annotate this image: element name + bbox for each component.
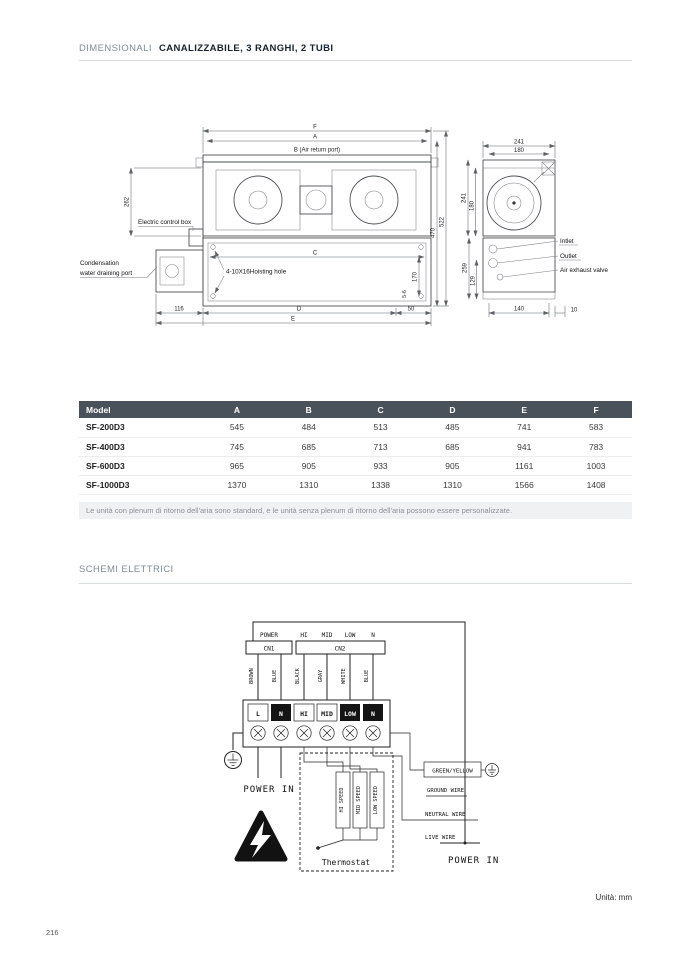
low-speed-label: LOW SPEED <box>373 785 379 815</box>
electrical-section-header <box>79 564 632 575</box>
hoisting-hole-label: 4-10X16Hoisting hole <box>226 268 287 276</box>
terminal-strip <box>243 700 390 747</box>
model-cell: SF-1000D3 <box>79 475 201 494</box>
dim-A: A <box>312 134 318 141</box>
dim-116: 116 <box>174 306 184 313</box>
air-exhaust-valve-label: Air exhaust valve <box>560 267 608 274</box>
outlet-label: Outlet <box>560 253 577 260</box>
value-cell: 1310 <box>416 475 488 494</box>
value-cell: 1370 <box>201 475 273 494</box>
dim-E: E <box>290 316 296 323</box>
dim-bottom-10: 10 <box>570 307 578 314</box>
front-view-geometry <box>156 155 438 306</box>
dimensional-drawing <box>79 95 632 345</box>
wiring-diagram <box>220 615 520 900</box>
dimensional-section-header <box>79 43 632 54</box>
low-pin-label: LOW <box>344 632 356 639</box>
terminal-N2: N <box>371 710 375 718</box>
unit-note: Unità: mm <box>595 893 632 902</box>
earth-ground-icon <box>225 752 242 769</box>
green-yellow-label: GREEN/YELLOW <box>432 768 473 775</box>
power-pin-label: POWER <box>259 632 279 639</box>
condensation-label-line2: water draining port <box>80 270 133 277</box>
value-cell: 783 <box>560 437 632 456</box>
page-number: 216 <box>46 928 59 937</box>
table-row <box>79 475 632 494</box>
power-in-right-label: POWER IN <box>448 856 500 866</box>
dim-262: 262 <box>124 196 131 208</box>
value-cell: 583 <box>560 418 632 437</box>
dim-D: D <box>296 306 302 313</box>
terminal-L: L <box>256 710 260 718</box>
value-cell: 485 <box>416 418 488 437</box>
dim-left-180: 180 <box>469 200 476 212</box>
value-cell: 513 <box>345 418 417 437</box>
section-eyebrow: SCHEMI ELETTRICI <box>79 564 174 575</box>
dim-170: 170 <box>412 271 419 283</box>
model-cell: SF-200D3 <box>79 418 201 437</box>
value-cell: 933 <box>345 456 417 475</box>
section-eyebrow: DIMENSIONALI <box>79 43 152 54</box>
table-footnote: Le unità con plenum di ritorno dell'aria sono standard, e le unità senza plenum di ritorno dell'aria possono essere personalizzate. <box>79 502 632 519</box>
table-header-d: D <box>416 401 488 418</box>
mains-wire-labels <box>424 762 499 866</box>
section-divider <box>79 60 632 61</box>
table-header-a: A <box>201 401 273 418</box>
value-cell: 1338 <box>345 475 417 494</box>
dim-left-129: 129 <box>470 275 477 287</box>
hi-speed-label: HI SPEED <box>339 787 345 813</box>
dim-left-259: 259 <box>462 262 469 274</box>
terminal-N: N <box>279 710 283 718</box>
cn2-label: CN2 <box>334 645 346 653</box>
table-row <box>79 456 632 475</box>
high-voltage-warning-icon <box>237 813 285 859</box>
dimensions-table <box>79 401 632 495</box>
earth-ground-icon-right <box>486 764 499 777</box>
electric-control-box-label: Electric control box <box>138 219 192 226</box>
dim-left-241: 241 <box>461 192 468 204</box>
value-cell: 905 <box>273 456 345 475</box>
dim-50: 50 <box>407 306 415 313</box>
table-header-f: F <box>560 401 632 418</box>
dim-top-180: 180 <box>513 147 525 154</box>
value-cell: 941 <box>488 437 560 456</box>
n-pin-label: N <box>371 632 375 639</box>
table-header-c: C <box>345 401 417 418</box>
section-title: CANALIZZABILE, 3 RANGHI, 2 TUBI <box>158 43 334 54</box>
value-cell: 1003 <box>560 456 632 475</box>
mid-pin-label: MID <box>321 632 333 639</box>
thermostat-label: Thermostat <box>321 858 371 867</box>
wire-color-brown: BROWN <box>249 668 255 684</box>
table-header-model: Model <box>79 401 201 418</box>
wire-color-blue: BLUE <box>272 669 278 683</box>
value-cell: 1310 <box>273 475 345 494</box>
wire-color-blue-2: BLUE <box>364 669 370 683</box>
ground-wire-label: GROUND WIRE <box>427 788 465 794</box>
power-in-left-label: POWER IN <box>243 785 295 795</box>
table-header-b: B <box>273 401 345 418</box>
section-divider <box>79 583 632 584</box>
value-cell: 1161 <box>488 456 560 475</box>
dim-bottom-140: 140 <box>513 306 525 313</box>
mid-speed-label: MID SPEED <box>356 785 362 815</box>
terminal-MID: MID <box>321 710 333 718</box>
cn1-label: CN1 <box>263 645 275 653</box>
table-row <box>79 437 632 456</box>
wire-color-white: WHITE <box>341 668 347 684</box>
value-cell: 905 <box>416 456 488 475</box>
hi-pin-label: HI <box>300 632 308 639</box>
terminal-HI: HI <box>300 710 308 718</box>
side-view-dimensions <box>462 140 609 318</box>
value-cell: 685 <box>416 437 488 456</box>
live-wire-label: LIVE WIRE <box>425 835 456 841</box>
wire-color-black: BLACK <box>295 668 301 684</box>
wire-color-gray: GRAY <box>318 669 324 683</box>
model-cell: SF-400D3 <box>79 437 201 456</box>
connectors <box>246 632 385 684</box>
table-header-e: E <box>488 401 560 418</box>
value-cell: 741 <box>488 418 560 437</box>
dim-C: C <box>312 250 318 257</box>
condensation-label-line1: Condensation <box>80 260 119 267</box>
intlet-label: Intlet <box>560 238 574 245</box>
model-cell: SF-600D3 <box>79 456 201 475</box>
dim-522: 522 <box>439 216 446 228</box>
table-header-row <box>79 401 632 418</box>
dim-F: F <box>313 124 317 131</box>
value-cell: 685 <box>273 437 345 456</box>
value-cell: 713 <box>345 437 417 456</box>
dim-5-6: 5-6 <box>402 290 408 298</box>
dim-470: 470 <box>430 227 437 239</box>
table-row <box>79 418 632 437</box>
dim-B: B (Air return port) <box>293 147 341 154</box>
side-view-geometry <box>483 160 555 299</box>
value-cell: 1566 <box>488 475 560 494</box>
thermostat-box <box>300 753 393 871</box>
value-cell: 484 <box>273 418 345 437</box>
value-cell: 745 <box>201 437 273 456</box>
value-cell: 545 <box>201 418 273 437</box>
terminal-LOW: LOW <box>344 710 356 718</box>
neutral-wire-label: NEUTRAL WIRE <box>425 812 466 818</box>
value-cell: 1408 <box>560 475 632 494</box>
dim-top-241: 241 <box>513 139 525 146</box>
value-cell: 965 <box>201 456 273 475</box>
